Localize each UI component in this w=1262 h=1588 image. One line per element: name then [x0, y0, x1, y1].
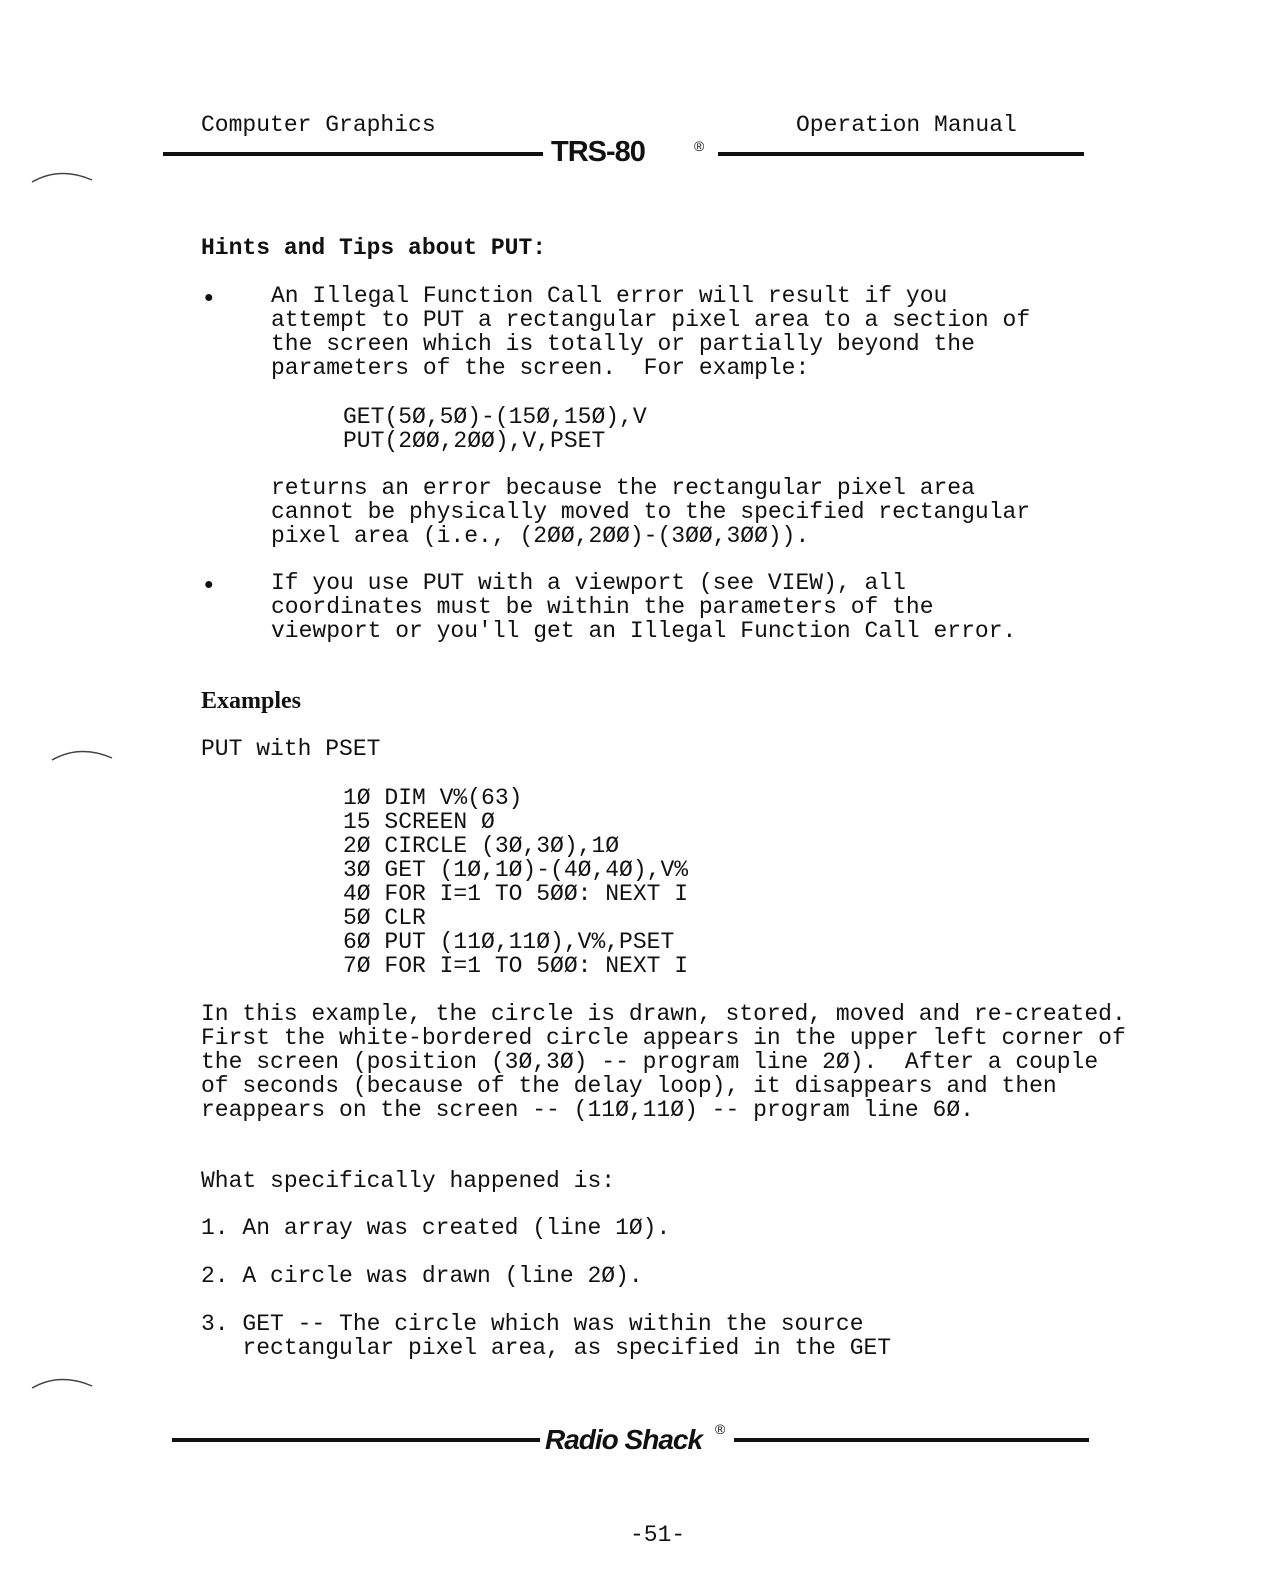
registered-mark: ® — [694, 138, 705, 154]
registered-mark: ® — [715, 1421, 726, 1437]
bullet-text-line: coordinates must be within the parameters of the — [271, 594, 934, 620]
footer-rule-right — [734, 1438, 1089, 1442]
paragraph-line: reappears on the screen -- (11Ø,11Ø) -- program line 6Ø. — [201, 1097, 974, 1123]
step-line: 2. A circle was drawn (line 2Ø). — [201, 1263, 643, 1289]
program-line: 7Ø FOR I=1 TO 5ØØ: NEXT I — [343, 953, 689, 979]
header-left-text: Computer Graphics — [201, 112, 436, 138]
bullet-text-line: cannot be physically moved to the specified rectangular — [271, 499, 1031, 525]
bullet-text-line: parameters of the screen. For example: — [271, 355, 810, 381]
margin-mark — [30, 168, 100, 188]
bullet-text-line: the screen which is totally or partially beyond the — [271, 331, 975, 357]
bullet-text-line: If you use PUT with a viewport (see VIEW), all — [271, 570, 906, 596]
header-rule-left — [163, 152, 543, 156]
example-subtitle: PUT with PSET — [201, 736, 381, 762]
header-rule-right — [718, 152, 1084, 156]
radio-shack-logo: Radio Shack — [545, 1424, 703, 1455]
program-line: 4Ø FOR I=1 TO 5ØØ: NEXT I — [343, 881, 689, 907]
step-line: 3. GET -- The circle which was within the source — [201, 1311, 864, 1337]
program-line: 15 SCREEN Ø — [343, 809, 495, 835]
bullet-text-line: An Illegal Function Call error will result if you — [271, 283, 948, 309]
step-line: rectangular pixel area, as specified in the GET — [201, 1335, 892, 1361]
trs80-logo: TRS-80 — [551, 136, 645, 168]
examples-heading: Examples — [201, 688, 302, 714]
section-title: Hints and Tips about PUT: — [201, 235, 547, 261]
program-line: 3Ø GET (1Ø,1Ø)-(4Ø,4Ø),V% — [343, 857, 689, 883]
program-line: 6Ø PUT (11Ø,11Ø),V%,PSET — [343, 929, 675, 955]
paragraph-line: In this example, the circle is drawn, stored, moved and re-created. — [201, 1001, 1126, 1027]
code-line: PUT(2ØØ,2ØØ),V,PSET — [343, 428, 606, 454]
program-line: 5Ø CLR — [343, 905, 426, 931]
bullet-text-line: viewport or you'll get an Illegal Function Call error. — [271, 618, 1017, 644]
paragraph-line: the screen (position (3Ø,3Ø) -- program line 2Ø). After a couple — [201, 1049, 1099, 1075]
paragraph-line: of seconds (because of the delay loop), it disappears and then — [201, 1073, 1057, 1099]
program-line: 1Ø DIM V%(63) — [343, 785, 523, 811]
footer-rule-left — [172, 1438, 540, 1442]
bullet-text-line: pixel area (i.e., (2ØØ,2ØØ)-(3ØØ,3ØØ)). — [271, 523, 810, 549]
header-right-text: Operation Manual — [796, 112, 1017, 138]
step-line: 1. An array was created (line 1Ø). — [201, 1215, 671, 1241]
code-line: GET(5Ø,5Ø)-(15Ø,15Ø),V — [343, 404, 647, 430]
happened-intro: What specifically happened is: — [201, 1168, 616, 1194]
bullet-text-line: returns an error because the rectangular pixel area — [271, 475, 975, 501]
bullet-marker: • — [201, 284, 217, 314]
margin-mark — [50, 746, 120, 766]
program-line: 2Ø CIRCLE (3Ø,3Ø),1Ø — [343, 833, 620, 859]
bullet-text-line: attempt to PUT a rectangular pixel area to a section of — [271, 307, 1031, 333]
page-number: -51- — [630, 1522, 686, 1548]
bullet-marker: • — [201, 571, 217, 601]
margin-mark — [30, 1374, 100, 1394]
paragraph-line: First the white-bordered circle appears in the upper left corner of — [201, 1025, 1126, 1051]
